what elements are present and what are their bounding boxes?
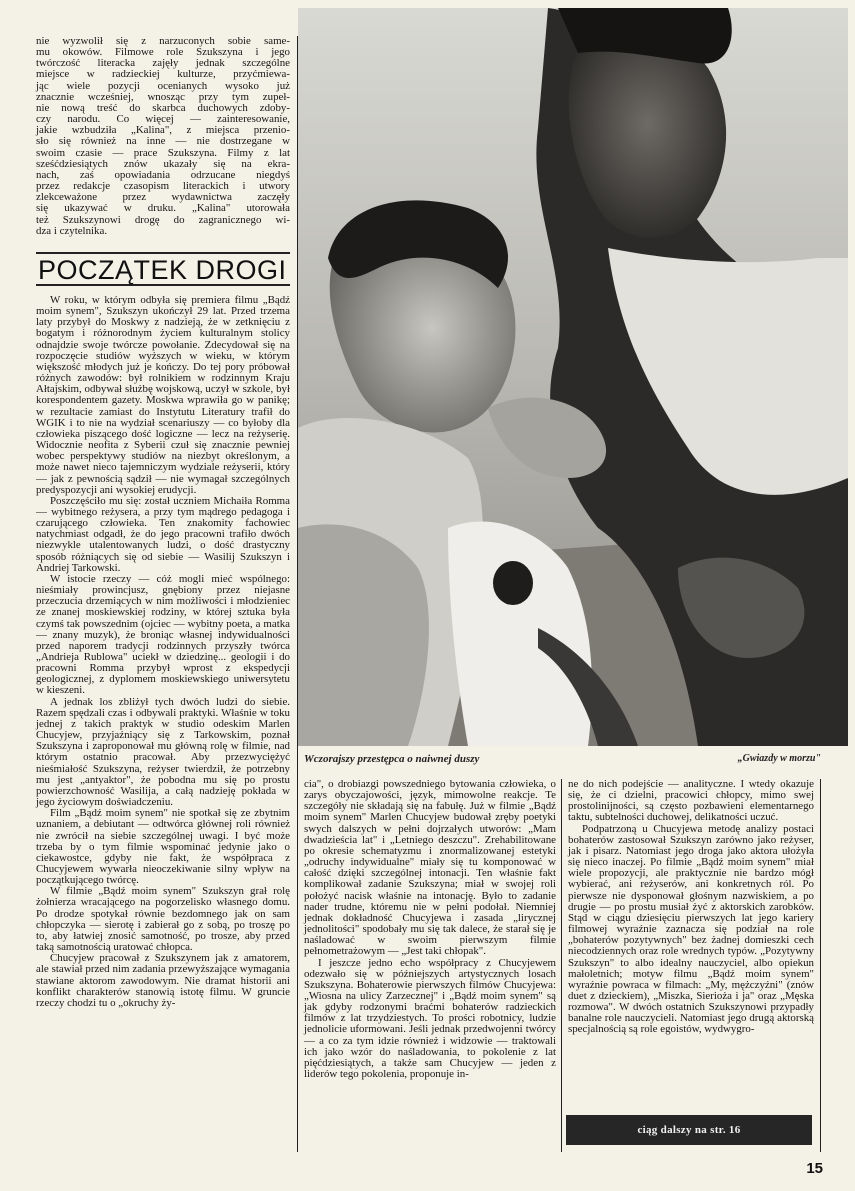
- intro-line: znacznie wcześniej, wnosząc przy tym zupeł-: [36, 90, 290, 103]
- column-divider: [561, 779, 562, 1152]
- intro-line: jakie wzbudziła „Kalina", z miejsca przenio-: [36, 124, 290, 137]
- intro-line: jąc wiele pozycji ocenianych wysoko już: [36, 79, 290, 92]
- middle-column-text: [304, 779, 556, 1080]
- film-still-photo: [298, 8, 848, 746]
- intro-line: sło się również na inne — nie dostrzegane w: [36, 135, 290, 148]
- page-number: 15: [806, 1160, 823, 1177]
- intro-line: się ukazywać w druku. „Kalina" utorowała: [36, 202, 290, 215]
- paragraph: Chucyjew pracował z Szukszynem jak z amatorem, ale stawiał przed nim zadania przewyższające wymagania stawiane aktorom zawodowym. Nie dramat historii ani konflikt charakterów stanowią istotę filmu. W gruncie rzeczy chodzi tu o „okruchy ży-: [36, 952, 290, 1009]
- intro-line: twórczość literacka zajęły jednak szczególne: [36, 57, 290, 70]
- photo-caption-secondary: „Gwiazdy w morzu": [737, 753, 821, 764]
- intro-line: nach, zaś opowiadania odrzucane niegdyś: [36, 168, 290, 181]
- intro-line: przez redakcje czasopism literackich i utwory: [36, 180, 290, 193]
- intro-line: zlekceważone przez wydawnictwa zaczęły: [36, 191, 290, 204]
- section-heading-box: [36, 252, 290, 286]
- paragraph: ne do nich podejście — analityczne. I wtedy okazuje się, że ci dzielni, pracowici chłopcy, mimo swej prostolinijności, są często pozbawieni elementarnego taktu, subtelności duchowej, delikatności uczuć.: [568, 778, 814, 824]
- paragraph: W istocie rzeczy — cóż mogli mieć wspólnego: nieśmiały prowincjusz, gnębiony przez niejasne przeczucia drzemiących w nim możliwości i młodzieniec ze znanej moskiewskiej rodziny, w której sztuka była czymś tak powszednim (ojciec — wybitny poeta, a matka — znany muzyk), że broniąc własnej indywidualności przed naporem tradycji rodzinnych przyszły twórca „Andrieja Rublowa" uciekł w dziedzinę... geologii i do pracowni Romma przybył wprost z ekspedycji geologicznej, z dyplomem moskiewskiego uniwersytetu w kieszeni.: [36, 572, 290, 697]
- intro-line: czy narodu. Co więcej — zainteresowanie,: [36, 113, 290, 126]
- intro-line: mu okowów. Filmowe role Szukszyna i jego: [36, 46, 290, 59]
- intro-line: dza i czytelnika.: [36, 224, 108, 237]
- intro-line: swoim czasie — prace Szukszyna. Filmy z lat: [36, 146, 290, 159]
- photo-caption: Wczorajszy przestępca o naiwnej duszy: [304, 753, 480, 765]
- intro-line: sześćdziesiątych znów ukazały się na ekra-: [36, 157, 290, 170]
- continued-note: ciąg dalszy na str. 16: [566, 1115, 812, 1145]
- column-divider: [820, 779, 821, 1152]
- intro-line: nie nową treść do skarbca duchowych zdoby-: [36, 101, 290, 114]
- intro-text: [36, 36, 290, 237]
- paragraph: Film „Bądź moim synem" nie spotkał się ze zbytnim uznaniem, a debiutant — odtwórca głównej roli również nie zwrócił na siebie szczególnej uwagi. I być może trzeba by o tym filmie wspominać jedynie jako o ciekawostce, gdyby nie fakt, że współpraca z Chucyjewem wywarła nieoczekiwanie silny wpływ na początkującego twórcę.: [36, 807, 290, 887]
- right-column-text: [568, 779, 814, 1036]
- paragraph: Podpatrzoną u Chucyjewa metodę analizy postaci bohaterów zastosował Szukszyn zarówno jako reżyser, jak i pisarz. Natomiast jego droga jako aktora ułożyła się nieco inaczej. Po filmie „Bądź moim synem" miał wiele propozycji, ale praktycznie nie bardzo mógł wybierać, ani reżyserów, ani konkretnych ról. Po pierwsze nie dysponował głośnym nazwiskiem, a po drugie — po prostu musiał żyć z aktorskich zarobków. Stąd w ciągu dziesięciu pierwszych lat jego kariery filmowej wyraźnie zaznacza się podział na role „bohaterów pozytywnych" bez żadnej domieszki cech niecodziennych oraz role wrednych typów. „Pozytywny Szukszyn" to albo idealny nauczyciel, albo opiekun małoletnich; motyw filmu „Bądź moim synem" wyraźnie powraca w filmach: „My, mężczyźni" (znów duet z dzieckiem), „Miszka, Sierioża i ja" oraz „Męska rozmowa". W dwóch ostatnich Szukszynowi przypadły banalne role nauczycieli. Natomiast jego drugą aktorską specjalnością są role egoistów, wydwygro-: [568, 822, 814, 1036]
- paragraph: Poszczęściło mu się: został uczniem Michaiła Romma — wybitnego reżysera, a przy tym mądrego pedagoga i czarującego człowieka. Ten znakomity fachowiec natychmiast odgadł, że do jego pracowni trafiło dwóch niezwykle utalentowanych ludzi, o dość drastyczny sposób różniących się od siebie — Wasilij Szukszyn i Andriej Tarkowski.: [36, 494, 290, 574]
- paragraph: I jeszcze jedno echo współpracy z Chucyjewem odezwało się w późniejszych artystycznych losach Szukszyna. Bohaterowie pierwszych filmów Chucyjewa: „Wiosna na ulicy Zarzecznej" i „Bądź moim synem" są jak gdyby rodzonymi braćmi bohaterów radzieckich filmów z lat trzydziestych. To prości robotnicy, ludzie jednolicie uformowani. Jeśli jednak przedwojenni twórcy — a co za tym idzie również i widzowie — traktowali ich jako wzór do naśladowania, to pokolenie z lat pięćdziesiątych, a także sam Chucyjew — jeden z liderów tego pokolenia, proponuje in-: [304, 956, 556, 1081]
- paragraph: W filmie „Bądź moim synem" Szukszyn grał rolę żołnierza wracającego na pogorzelisko własnego domu. Po drodze spotykał równie bezdomnego jak on sam chłopczyka — sierotę i zabierał go z sobą, po troszę po to, aby łatwiej znosić samotność, po trosze, aby przed taką samotnością uratować chłopca.: [36, 885, 290, 954]
- paragraph: A jednak los zbliżył tych dwóch ludzi do siebie. Razem spędzali czas i odbywali praktyki. Właśnie w toku jednej z takich praktyk w studio odeskim Marlen Chucyjew, przyjaźniący się z Tarkowskim, poznał Szukszyna i zaproponował mu główną rolę w filmie, nad którym ostatnio pracował. Aby przezwyciężyć nieśmiałość Szukszyna, reżyser twierdził, że potrzebny mu jest „antyaktor", że pobodna mu się po prostu powierzchowność Wasilija, a całą nadzieję pokłada w jego życiowym doświadczeniu.: [36, 695, 290, 809]
- intro-line: nie wyzwolił się z narzuconych sobie same-: [36, 35, 290, 47]
- paragraph: cia", o drobiazgi powszedniego bytowania człowieka, o zarys obyczajowości, język, mimowolne reakcje. Te szczegóły nie składają się na fabułę. Już w filmie „Bądź moim synem" Marlen Chucyjew budował zręby poetyki swych dalszych w pełni dojrzałych utworów: „Mam dwadzieścia lat" i „Letniego deszczu". Zrehabilitowane po okresie schematyzmu i znormalizowanej estetyki „odruchy indywidualne" miały się tu komponować w całość dzięki szczególnej intonacji. Ten właśnie fakt komplikował zadanie Szukszyna; miał w swojej roli położyć nacisk właśnie na intonację. Było to zadanie nader trudne, któremu nie w pełni podołał. Niemniej jednak dokładność Chucyjewa i zasada „lirycznej jednolitości" spodobały mu się tak dalece, że starał się je naśladować w swoim pierwszym filmie pełnometrażowym — „Jest taki chłopak".: [304, 778, 556, 958]
- left-column-text: [36, 295, 290, 1009]
- paragraph: W roku, w którym odbyła się premiera filmu „Bądź moim synem", Szukszyn ukończył 29 lat. Przed trzema laty przybył do Moskwy z nadzieją, że w zetknięciu z bogatym i różnorodnym życiem kulturalnym stolicy odnajdzie swoje twórcze powołanie. Zdecydował się na rozpoczęcie studiów wyższych w wieku, w którym większość młodych już je kończy. Do tej pory próbował różnych zawodów: był rolnikiem w rodzinnym Kraju Ałtajskim, odbywał służbę wojskową, uczył w szkole, był korespondentem gazety. Moskwa wprawiła go w panikę; w rezultacie zamiast do Instytutu Literatury trafił do WGIK i to nie na wydział scenariuszy — co byłoby dla człowieka piszącego dość logiczne — lecz na reżyserię. Widocznie neofita z Syberii czuł się znacznie pewniej wobec perspektywy studiów na niezbyt określonym, a może nawet nieco tajemniczym wydziale reżyserii, który — jak z pewnością sądził — nie wymagał szczególnych predyspozycji ani wysokiej erudycji.: [36, 294, 290, 496]
- intro-line: miejsce w radzieckiej kulturze, przyćmiewa-: [36, 68, 290, 81]
- intro-line: też Szukszynowi drogę do zagranicznego wi-: [36, 213, 290, 226]
- section-heading: POCZĄTEK DROGI: [38, 255, 287, 285]
